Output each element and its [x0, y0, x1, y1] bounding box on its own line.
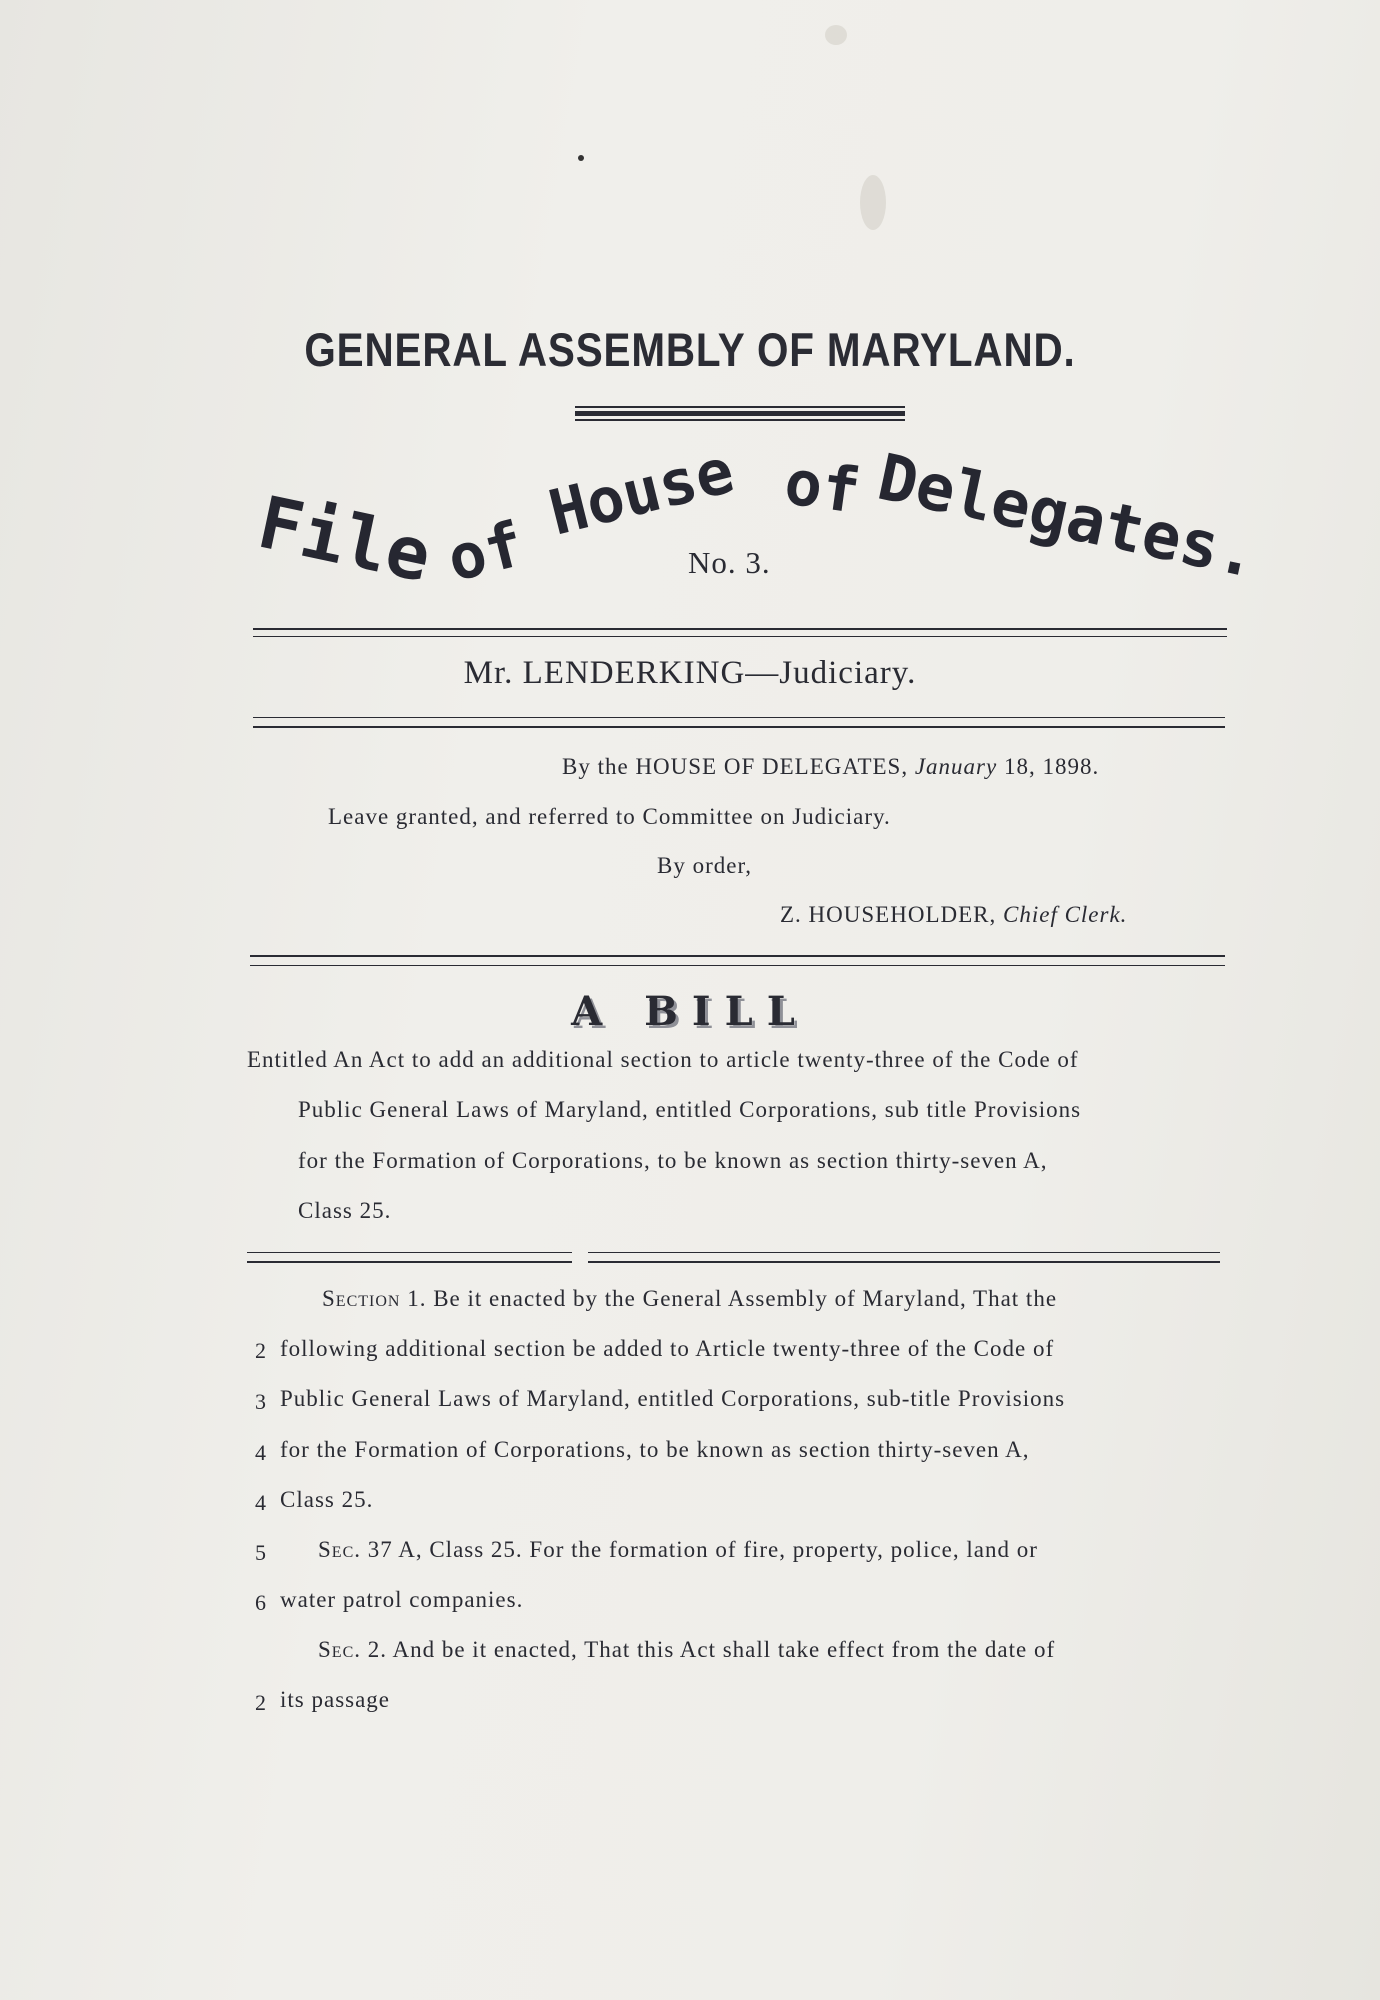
- section-line: following additional section be added to Article twenty-three of the Code of: [280, 1336, 1055, 1361]
- line-number: 3: [255, 1389, 266, 1414]
- divider-rule: [247, 1252, 572, 1253]
- section-label: Sec.: [318, 1537, 361, 1562]
- file-title-word: of: [780, 445, 865, 528]
- heading-ornament-rule: [575, 406, 905, 424]
- line-number: 2: [255, 1338, 266, 1363]
- section-1-first-line: [322, 1286, 1057, 1312]
- divider-rule: [247, 1261, 572, 1263]
- referral-month: January: [914, 754, 998, 779]
- assembly-heading: GENERAL ASSEMBLY OF MARYLAND.: [304, 323, 1076, 376]
- divider-rule: [250, 965, 1225, 966]
- entitled-line: Entitled An Act to add an additional section to article twenty-three of the Code of: [247, 1047, 1079, 1072]
- section-text: 1. Be it enacted by the General Assembly of Maryland, That the: [407, 1286, 1058, 1311]
- divider-rule: [250, 955, 1225, 957]
- entitled-line: Class 25.: [298, 1198, 392, 1223]
- referral-house: By the HOUSE OF DELEGATES,: [562, 754, 909, 779]
- line-number: 6: [255, 1590, 266, 1615]
- divider-rule: [253, 726, 1225, 728]
- divider-rule: [253, 636, 1227, 637]
- file-title-word: House: [541, 433, 741, 550]
- section-label: Section: [322, 1286, 401, 1311]
- section-line: its passage: [280, 1687, 391, 1712]
- file-title: [0, 433, 1380, 615]
- divider-rule: [588, 1261, 1220, 1263]
- section-37a-line: [318, 1537, 1038, 1563]
- divider-rule: [253, 628, 1227, 630]
- paper-stain: [825, 25, 847, 45]
- section-line: Public General Laws of Maryland, entitled Corporations, sub-title Provisions: [280, 1386, 1066, 1411]
- section-2-line: [318, 1637, 1055, 1663]
- ink-speck: [578, 155, 584, 161]
- referral-date: 18, 1898.: [1003, 754, 1100, 779]
- line-number: 5: [255, 1540, 266, 1565]
- section-label: Sec.: [318, 1637, 361, 1662]
- referral-leave: Leave granted, and referred to Committee on Judiciary.: [328, 804, 891, 829]
- entitled-line: Public General Laws of Maryland, entitled Corporations, sub title Provisions: [298, 1097, 1082, 1122]
- section-text: 37 A, Class 25. For the formation of fire, property, police, land or: [367, 1537, 1038, 1562]
- entitled-line: for the Formation of Corporations, to be known as section thirty-seven A,: [298, 1148, 1048, 1173]
- line-number: 4: [255, 1490, 266, 1515]
- file-title-word: Delegates.: [871, 440, 1264, 594]
- section-line: water patrol companies.: [280, 1587, 524, 1612]
- clerk-name: Z. HOUSEHOLDER,: [780, 902, 997, 927]
- line-number: 2: [255, 1690, 266, 1715]
- referral-by-order: By order,: [657, 853, 752, 878]
- file-number: No. 3.: [688, 545, 771, 580]
- line-number: 4: [255, 1440, 266, 1465]
- divider-rule: [588, 1252, 1220, 1253]
- referral-by-line: [562, 754, 1099, 780]
- section-line: Class 25.: [280, 1487, 374, 1512]
- section-text: 2. And be it enacted, That this Act shall take effect from the date of: [367, 1637, 1056, 1662]
- referral-clerk: [780, 902, 1127, 928]
- bill-heading: A BILL: [571, 988, 809, 1035]
- divider-rule: [253, 717, 1225, 718]
- clerk-title: Chief Clerk.: [1003, 902, 1128, 927]
- file-title-word: of: [440, 507, 531, 596]
- section-line: for the Formation of Corporations, to be known as section thirty-seven A,: [280, 1437, 1030, 1462]
- paper-stain: [860, 175, 886, 230]
- file-title-word: File: [251, 479, 439, 599]
- member-committee: Mr. LENDERKING—Judiciary.: [463, 655, 917, 691]
